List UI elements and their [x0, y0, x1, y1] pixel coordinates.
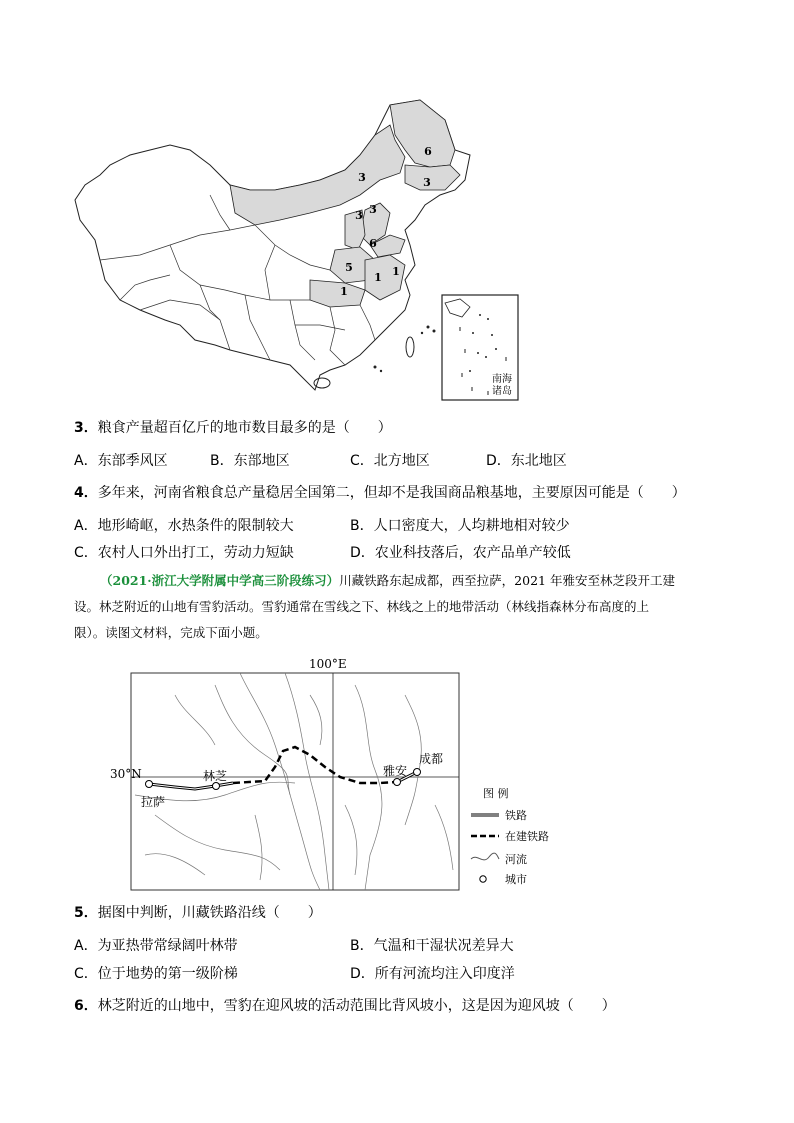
question-4-option-a[interactable]: [74, 516, 294, 536]
city-nyingchi-label: 林芝: [203, 769, 228, 783]
legend-title: 图 例: [483, 787, 509, 800]
option-key: C．: [74, 966, 98, 982]
city-yaan-label: 雅安: [383, 764, 408, 778]
option-key: C．: [350, 453, 374, 469]
city-nyingchi-marker: [213, 783, 220, 790]
option-key: D．: [350, 545, 375, 561]
map-label-3-nm: 3: [358, 171, 366, 184]
map-legend: [471, 786, 549, 886]
city-chengdu-marker: [414, 769, 421, 776]
option-key: B．: [350, 518, 374, 534]
question-4: [74, 483, 686, 503]
question-4-number: 4．: [74, 485, 98, 501]
option-text: 所有河流均注入印度洋: [374, 966, 515, 982]
question-3-option-c[interactable]: [350, 451, 430, 471]
option-key: B．: [350, 938, 374, 954]
question-5-option-d[interactable]: [350, 964, 515, 984]
map-label-3-jl: 3: [423, 176, 431, 189]
map-label-6-sd: 6: [369, 237, 377, 250]
map-label-6-ne: 6: [424, 145, 432, 158]
option-text: 位于地势的第一级阶梯: [97, 966, 238, 982]
option-key: A．: [74, 453, 98, 469]
intro-line-2: 设。林芝附近的山地有雪豹活动。雪豹通常在雪线之下、林线之上的地带活动（林线指森林分布高度的上: [74, 599, 650, 614]
city-lhasa-label: 拉萨: [141, 795, 166, 809]
question-3-text: 粮食产量超百亿斤的地市数目最多的是（ ）: [97, 420, 392, 436]
option-key: D．: [350, 966, 375, 982]
map-label-5-hn: 5: [345, 261, 353, 274]
legend-railway: 铁路: [505, 809, 527, 822]
question-4-option-b[interactable]: [350, 516, 570, 536]
intro-line-1-text: 川藏铁路东起成都，西至拉萨，2021 年雅安至林芝段开工建: [339, 573, 675, 588]
option-text: 农村人口外出打工，劳动力短缺: [97, 545, 294, 561]
legend-river: 河流: [505, 853, 527, 866]
city-lhasa-marker: [146, 781, 153, 788]
question-5-text: 据图中判断，川藏铁路沿线（ ）: [97, 905, 322, 921]
legend-city: 城市: [505, 873, 527, 886]
question-5-number: 5．: [74, 905, 98, 921]
option-text: 人口密度大，人均耕地相对较少: [373, 518, 570, 534]
map-label-1-hb: 1: [340, 285, 348, 298]
shaded-hubei: [310, 280, 365, 307]
map-label-3-hb: 3: [355, 209, 363, 222]
question-6: [74, 996, 616, 1016]
option-text: 气温和干湿状况差异大: [373, 938, 514, 954]
option-text: 地形崎岖，水热条件的限制较大: [97, 518, 294, 534]
map-label-1-ah: 1: [374, 271, 382, 284]
option-key: C．: [74, 545, 98, 561]
material-intro: [74, 568, 722, 646]
question-3-option-d[interactable]: [486, 451, 567, 471]
option-text: 为亚热带常绿阔叶林带: [97, 938, 238, 954]
option-text: 东部季风区: [97, 453, 168, 469]
south-sea-inset: [442, 295, 518, 400]
longitude-label: 100°E: [309, 657, 347, 671]
question-6-text: 林芝附近的山地中，雪豹在迎风坡的活动范围比背风坡小，这是因为迎风坡（ ）: [97, 998, 616, 1014]
intro-line-1: [74, 568, 722, 594]
map-label-1-js: 1: [392, 265, 400, 278]
intro-line-3: 限）。读图文材料，完成下面小题。: [74, 625, 268, 640]
china-map: [60, 95, 530, 405]
option-text: 北方地区: [373, 453, 430, 469]
sichuan-tibet-railway-map: [110, 655, 575, 895]
option-key: A．: [74, 938, 98, 954]
question-4-text: 多年来，河南省粮食总产量稳居全国第二，但却不是我国商品粮基地，主要原因可能是（ ）: [97, 485, 686, 501]
legend-under-construction: 在建铁路: [505, 830, 549, 843]
question-3-option-b[interactable]: [210, 451, 290, 471]
question-3-option-a[interactable]: [74, 451, 168, 471]
shaded-jilin: [405, 165, 460, 190]
inset-label-line1: 南海: [492, 374, 512, 385]
city-yaan-marker: [394, 779, 401, 786]
question-3-number: 3．: [74, 420, 98, 436]
question-4-option-d[interactable]: [350, 543, 571, 563]
option-text: 农业科技落后，农产品单产较低: [374, 545, 571, 561]
option-key: A．: [74, 518, 98, 534]
map-label-3-sx: 3: [369, 203, 377, 216]
option-text: 东北地区: [510, 453, 567, 469]
option-key: D．: [486, 453, 511, 469]
question-5-option-b[interactable]: [350, 936, 514, 956]
question-5: [74, 903, 322, 923]
inset-label-line2: 诸岛: [492, 386, 512, 397]
intro-source: （2021·浙江大学附属中学高三阶段练习）: [100, 573, 340, 588]
question-5-option-a[interactable]: [74, 936, 238, 956]
option-key: B．: [210, 453, 234, 469]
question-6-number: 6．: [74, 998, 98, 1014]
question-5-option-c[interactable]: [74, 964, 238, 984]
question-3: [74, 418, 392, 438]
option-text: 东部地区: [233, 453, 290, 469]
latitude-label: 30°N: [110, 767, 142, 781]
city-chengdu-label: 成都: [419, 752, 444, 766]
question-4-option-c[interactable]: [74, 543, 294, 563]
